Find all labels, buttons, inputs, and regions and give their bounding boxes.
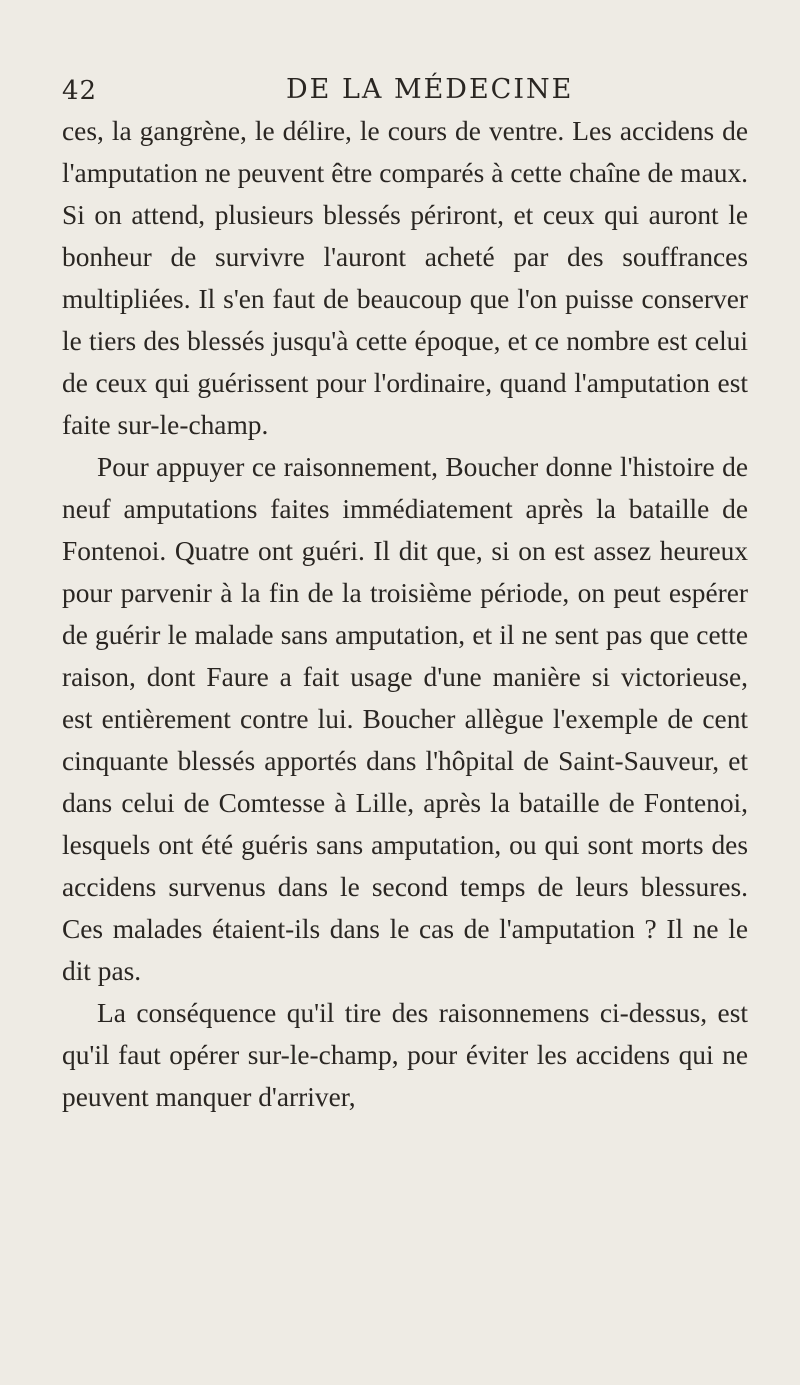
paragraph-2: Pour appuyer ce raisonnement, Boucher donne l'histoire de neuf amputations faites immédiatement après la bataille de Fontenoi. Quatre ont guéri. Il dit que, si on est assez heureux pour parvenir à la fin de la troisième période, on peut espérer de guérir le malade sans amputation, et il ne sent pas que cette raison, dont Faure a fait usage d'une manière si victorieuse, est entièrement contre lui. Boucher allègue l'exemple de cent cinquante blessés apportés dans l'hôpital de Saint-Sauveur, et dans celui de Comtesse à Lille, après la bataille de Fontenoi, lesquels ont été guéris sans amputation, ou qui sont morts des accidens survenus dans le second temps de leurs blessures. Ces malades étaient-ils dans le cas de l'amputation ? Il ne le dit pas.: [62, 452, 748, 986]
paragraph-3: La conséquence qu'il tire des raisonnemens ci-dessus, est qu'il faut opérer sur-le-champ, pour éviter les accidens qui ne peuvent manquer d'arriver,: [62, 998, 748, 1112]
page-number: 42: [62, 76, 98, 106]
body-text: [62, 110, 748, 1118]
running-head: [62, 70, 748, 130]
running-title: DE LA MÉDECINE: [286, 74, 574, 105]
paragraph-1: ces, la gangrène, le délire, le cours de ventre. Les accidens de l'amputation ne peuvent être comparés à cette chaîne de maux. Si on attend, plusieurs blessés périront, et ceux qui auront le bonheur de survivre l'auront acheté par des souffrances multipliées. Il s'en faut de beaucoup que l'on puisse conserver le tiers des blessés jusqu'à cette époque, et ce nombre est celui de ceux qui guérissent pour l'ordinaire, quand l'amputation est faite sur-le-champ.: [62, 116, 748, 440]
